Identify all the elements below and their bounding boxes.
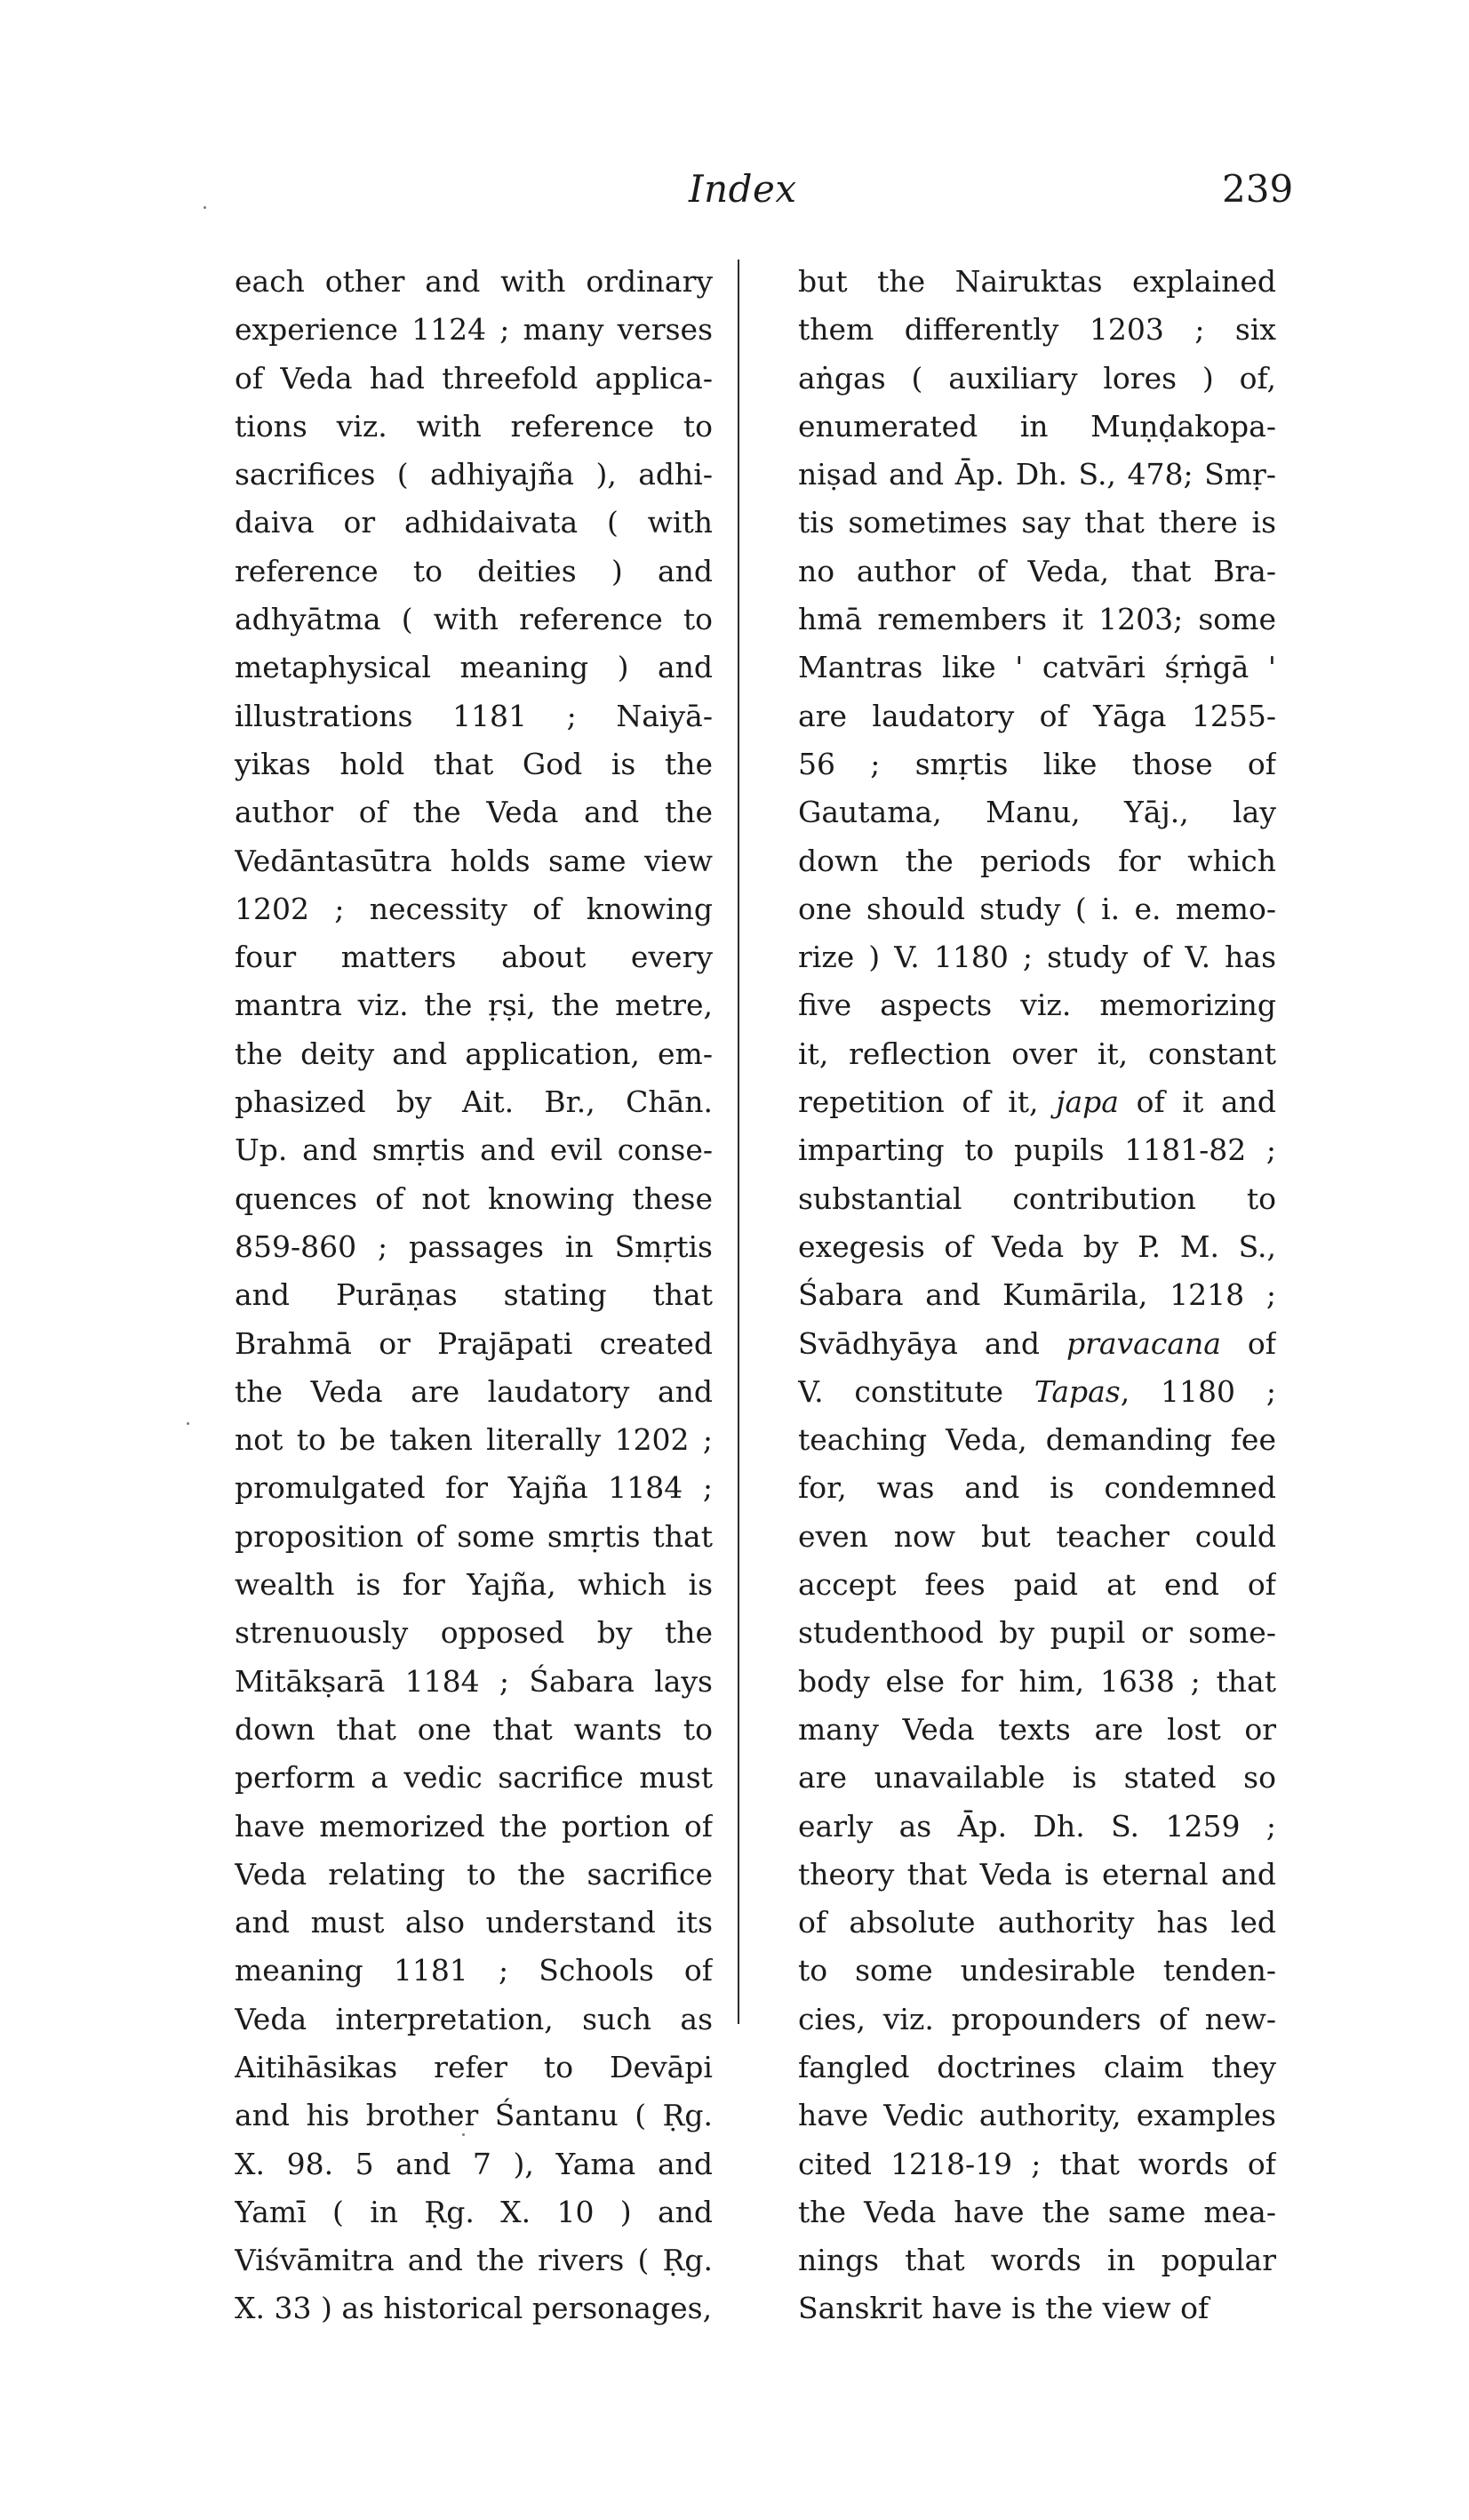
index-line: Svādhyāya and pravacana of [798, 1325, 1276, 1361]
index-line: 1202 ; necessity of knowing [235, 891, 713, 926]
index-line: many Veda texts are lost or [798, 1711, 1276, 1747]
index-line: teaching Veda, demanding fee [798, 1422, 1276, 1458]
index-line: rize ) V. 1180 ; study of V. has [798, 940, 1276, 975]
index-line: Up. and smṛtis and evil conse- [235, 1132, 713, 1168]
index-line: one should study ( i. e. memo- [798, 891, 1276, 926]
index-column-left [235, 258, 713, 2333]
index-line: early as Āp. Dh. S. 1259 ; [798, 1808, 1276, 1844]
index-line: have Vedic authority, examples [798, 2098, 1276, 2133]
index-line: are unavailable is stated so [798, 1760, 1276, 1796]
index-line: the deity and application, em- [235, 1036, 713, 1071]
index-line: quences of not knowing these [235, 1180, 713, 1216]
index-line: and Purāṇas stating that [235, 1277, 713, 1313]
index-line: down the periods for which [798, 843, 1276, 878]
index-line: imparting to pupils 1181-82 ; [798, 1132, 1276, 1168]
index-line: studenthood by pupil or some- [798, 1615, 1276, 1651]
index-line: enumerated in Muṇḍakopa- [798, 408, 1276, 444]
index-line: strenuously opposed by the [235, 1615, 713, 1651]
index-line: aṅgas ( auxiliary lores ) of, [798, 360, 1276, 396]
scan-speck [204, 206, 206, 209]
scan-speck [462, 2133, 465, 2136]
index-line: the Veda are laudatory and [235, 1373, 713, 1409]
column-divider [738, 260, 739, 2024]
index-line: four matters about every [235, 940, 713, 975]
index-line: of absolute authority has led [798, 1905, 1276, 1940]
index-line: metaphysical meaning ) and [235, 650, 713, 685]
index-line: Veda relating to the sacrifice [235, 1856, 713, 1892]
index-line: wealth is for Yajña, which is [235, 1567, 713, 1603]
index-column-right [798, 258, 1276, 2333]
index-line: mantra viz. the ṛṣi, the metre, [235, 988, 713, 1023]
index-line: Viśvāmitra and the rivers ( Ṛg. [235, 2243, 713, 2278]
index-line: promulgated for Yajña 1184 ; [235, 1470, 713, 1506]
index-line: daiva or adhidaivata ( with [235, 505, 713, 540]
index-line: X. 33 ) as historical personages, [235, 2291, 713, 2326]
index-line: not to be taken literally 1202 ; [235, 1422, 713, 1458]
index-line: Brahmā or Prajāpati created [235, 1325, 713, 1361]
index-line: repetition of it, japa of it and [798, 1084, 1276, 1120]
index-line: each other and with ordinary [235, 264, 713, 299]
index-line: meaning 1181 ; Schools of [235, 1953, 713, 1988]
index-line: of Veda had threefold applica- [235, 360, 713, 396]
index-line: fangled doctrines claim they [798, 2049, 1276, 2084]
index-line: V. constitute Tapas, 1180 ; [798, 1373, 1276, 1409]
index-line: 859-860 ; passages in Smṛtis [235, 1228, 713, 1264]
scan-speck [187, 1422, 189, 1425]
index-line: niṣad and Āp. Dh. S., 478; Smṛ- [798, 457, 1276, 492]
index-line: tions viz. with reference to [235, 408, 713, 444]
index-line: down that one that wants to [235, 1711, 713, 1747]
index-line: Gautama, Manu, Yāj., lay [798, 795, 1276, 830]
index-line: body else for him, 1638 ; that [798, 1663, 1276, 1699]
index-line: X. 98. 5 and 7 ), Yama and [235, 2146, 713, 2181]
index-line: no author of Veda, that Bra- [798, 553, 1276, 588]
index-line: Vedāntasūtra holds same view [235, 843, 713, 878]
index-line: substantial contribution to [798, 1180, 1276, 1216]
index-line: even now but teacher could [798, 1518, 1276, 1554]
index-line: Aitihāsikas refer to Devāpi [235, 2049, 713, 2084]
index-line: author of the Veda and the [235, 795, 713, 830]
index-line: them differently 1203 ; six [798, 312, 1276, 348]
index-line: adhyātma ( with reference to [235, 602, 713, 637]
index-line: Sanskrit have is the view of [798, 2291, 1210, 2326]
index-line: and his brother Śantanu ( Ṛg. [235, 2098, 713, 2133]
index-line: theory that Veda is eternal and [798, 1856, 1276, 1892]
index-line: illustrations 1181 ; Naiyā- [235, 698, 713, 733]
index-line: are laudatory of Yāga 1255- [798, 698, 1276, 733]
index-line: Mantras like ' catvāri śṛṅgā ' [798, 650, 1276, 685]
index-line: Śabara and Kumārila, 1218 ; [798, 1277, 1276, 1313]
index-line: the Veda have the same mea- [798, 2194, 1276, 2229]
index-line: accept fees paid at end of [798, 1567, 1276, 1603]
index-line: proposition of some smṛtis that [235, 1518, 713, 1554]
index-line: phasized by Ait. Br., Chān. [235, 1084, 713, 1120]
page-number: 239 [1222, 167, 1294, 211]
index-line: Mitākṣarā 1184 ; Śabara lays [235, 1663, 713, 1699]
index-line: five aspects viz. memorizing [798, 988, 1276, 1023]
index-line: sacrifices ( adhiyajña ), adhi- [235, 457, 713, 492]
index-line: tis sometimes say that there is [798, 505, 1276, 540]
page-header [0, 158, 1469, 229]
index-line: hmā remembers it 1203; some [798, 602, 1276, 637]
index-line: Yamī ( in Ṛg. X. 10 ) and [235, 2194, 713, 2229]
index-line: yikas hold that God is the [235, 746, 713, 781]
running-title: Index [689, 167, 797, 211]
index-line: perform a vedic sacrifice must [235, 1760, 713, 1796]
index-line: to some undesirable tenden- [798, 1953, 1276, 1988]
index-line: it, reflection over it, constant [798, 1036, 1276, 1071]
index-line: 56 ; smṛtis like those of [798, 746, 1276, 781]
index-line: Veda interpretation, such as [235, 2001, 713, 2036]
index-line: for, was and is condemned [798, 1470, 1276, 1506]
index-line: and must also understand its [235, 1905, 713, 1940]
index-line: cies, viz. propounders of new- [798, 2001, 1276, 2036]
index-line: experience 1124 ; many verses [235, 312, 713, 348]
index-line: reference to deities ) and [235, 553, 713, 588]
index-line: nings that words in popular [798, 2243, 1276, 2278]
index-line: have memorized the portion of [235, 1808, 713, 1844]
index-line: exegesis of Veda by P. M. S., [798, 1228, 1276, 1264]
index-line: but the Nairuktas explained [798, 264, 1276, 299]
index-line: cited 1218-19 ; that words of [798, 2146, 1276, 2181]
